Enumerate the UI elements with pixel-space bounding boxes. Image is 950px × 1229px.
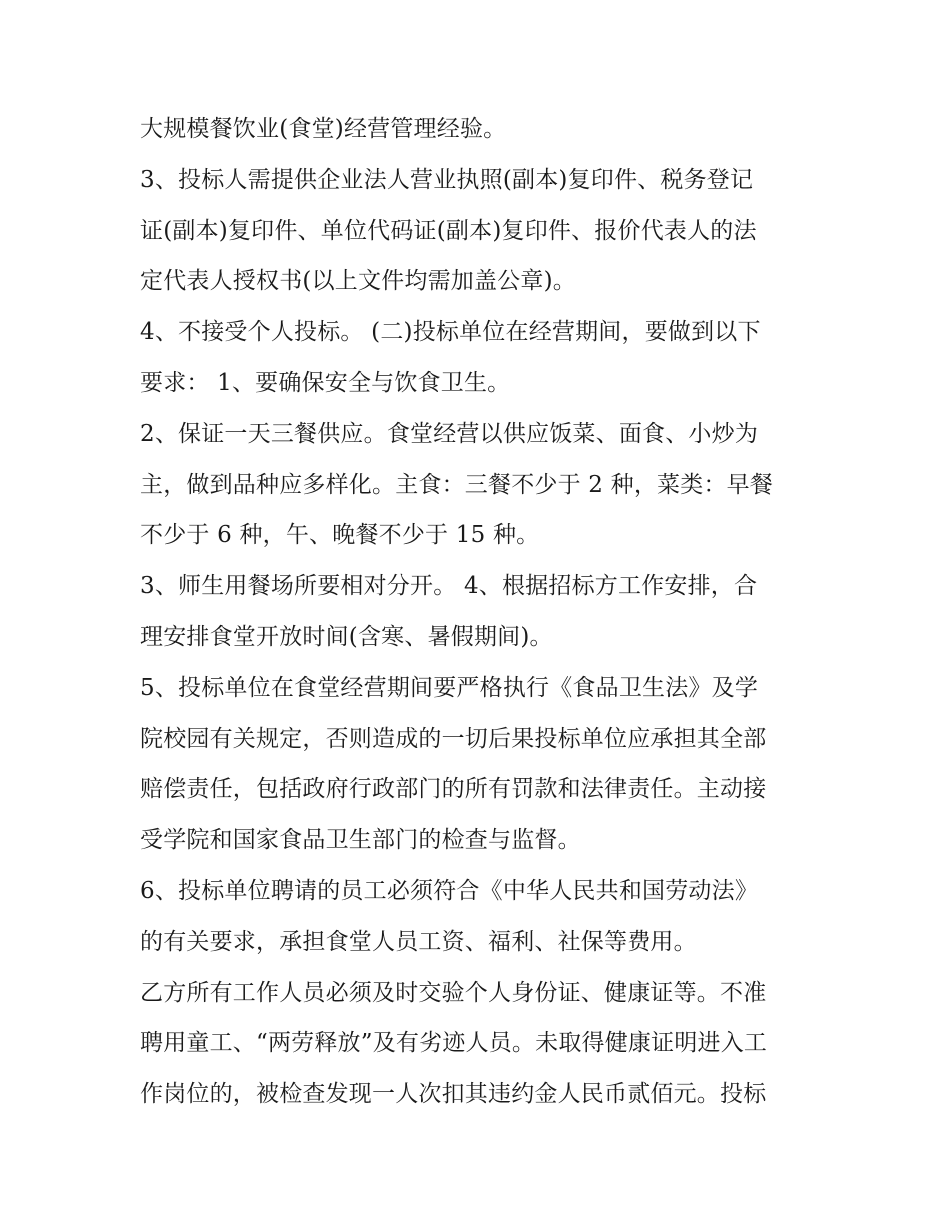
text-line: 理安排食堂开放时间(含寒、暑假期间)。 — [140, 623, 553, 650]
text-line: 的有关要求，承担食堂人员工资、福利、社保等费用。 — [140, 928, 697, 955]
document-body — [140, 104, 820, 1120]
text-line: 证(副本)复印件、单位代码证(副本)复印件、报价代表人的法 — [140, 217, 757, 244]
text-line: 要求： 1、要确保安全与饮食卫生。 — [140, 369, 511, 396]
text-line: 5、投标单位在食堂经营期间要严格执行《食品卫生法》及学 — [140, 674, 759, 701]
text-line: 乙方所有工作人员必须及时交验个人身份证、健康证等。不准 — [140, 979, 767, 1006]
text-line: 2、保证一天三餐供应。食堂经营以供应饭菜、面食、小炒为 — [140, 420, 759, 447]
text-line: 作岗位的，被检查发现一人次扣其违约金人民币贰佰元。投标 — [140, 1081, 767, 1108]
text-line: 4、不接受个人投标。 (二)投标单位在经营期间，要做到以下 — [140, 319, 761, 346]
text-line: 受学院和国家食品卫生部门的检查与监督。 — [140, 827, 581, 854]
text-line: 院校园有关规定，否则造成的一切后果投标单位应承担其全部 — [140, 725, 767, 752]
text-line: 定代表人授权书(以上文件均需加盖公章)。 — [140, 268, 576, 295]
text-line: 主，做到品种应多样化。主食：三餐不少于 2 种，菜类：早餐 — [140, 471, 774, 498]
text-line: 赔偿责任，包括政府行政部门的所有罚款和法律责任。主动接 — [140, 776, 767, 803]
text-line: 不少于 6 种，午、晚餐不少于 15 种。 — [140, 522, 540, 549]
text-line: 3、投标人需提供企业法人营业执照(副本)复印件、税务登记 — [140, 166, 754, 193]
text-line: 大规模餐饮业(食堂)经营管理经验。 — [140, 116, 507, 142]
text-line: 3、师生用餐场所要相对分开。 4、根据招标方工作安排，合 — [140, 573, 758, 600]
text-line: 6、投标单位聘请的员工必须符合《中华人民共和国劳动法》 — [140, 877, 759, 904]
text-line: 聘用童工、“两劳释放”及有劣迹人员。未取得健康证明进入工 — [140, 1030, 768, 1057]
